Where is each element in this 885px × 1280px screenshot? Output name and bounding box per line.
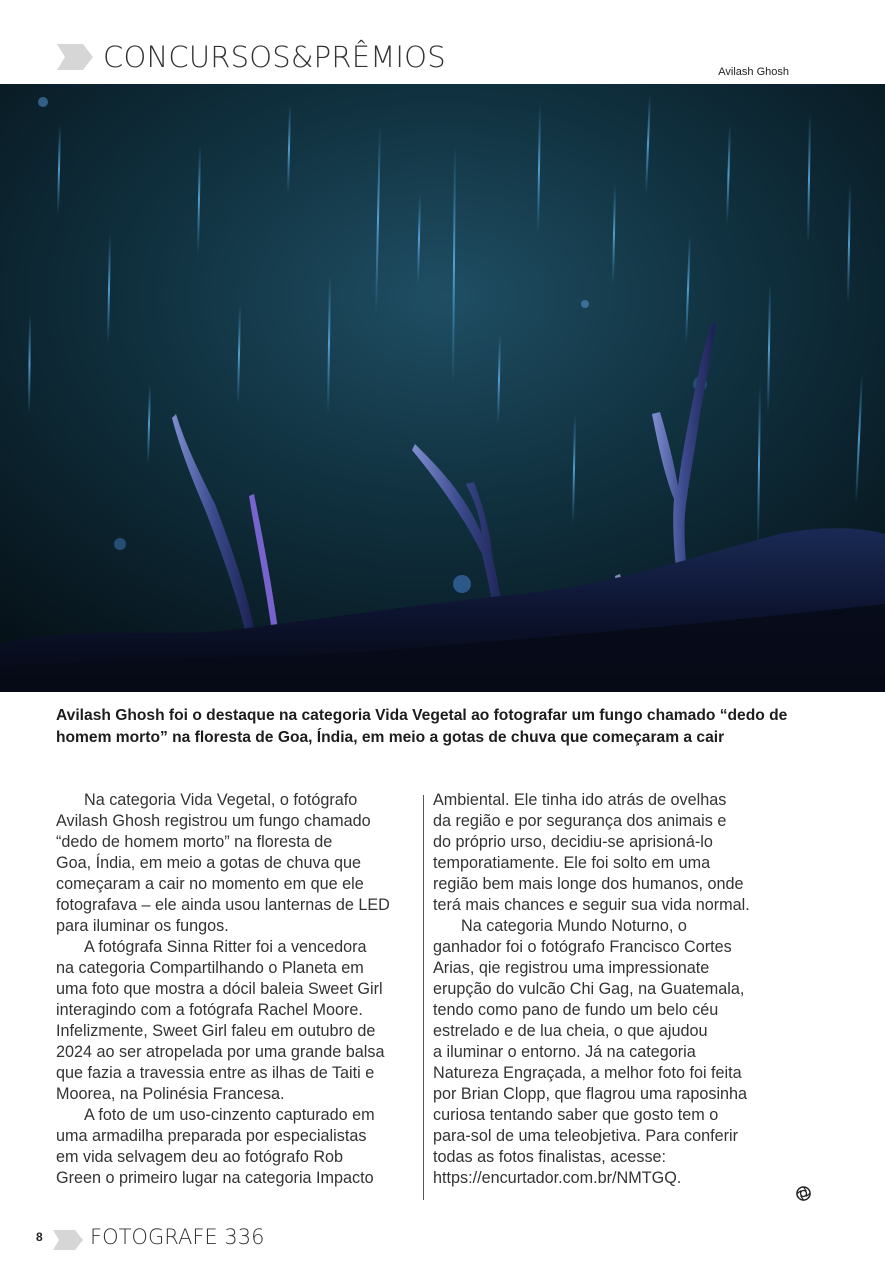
paragraph-line: Goa, Índia, em meio a gotas de chuva que bbox=[56, 854, 362, 872]
paragraph-line: todas as fotos finalistas, acesse: bbox=[433, 1148, 667, 1166]
paragraph-line: por Brian Clopp, que flagrou uma raposinha bbox=[433, 1085, 748, 1103]
magazine-name: FOTOGRAFE 336 bbox=[90, 1225, 265, 1249]
page-number: 8 bbox=[36, 1230, 43, 1244]
paragraph-line: uma foto que mostra a dócil baleia Sweet Girl bbox=[56, 980, 383, 998]
paragraph-line: Natureza Engraçada, a melhor foto foi feita bbox=[433, 1064, 742, 1082]
footer-chevron-icon bbox=[53, 1230, 83, 1250]
paragraph-line: terá mais chances e seguir sua vida normal. bbox=[433, 896, 750, 914]
paragraph-line: região bem mais longe dos humanos, onde bbox=[433, 875, 744, 893]
paragraph-line: Na categoria Mundo Noturno, o bbox=[461, 917, 687, 935]
article-left-column bbox=[56, 790, 396, 1189]
paragraph-line: “dedo de homem morto” na floresta de bbox=[56, 833, 333, 851]
paragraph-line: Infelizmente, Sweet Girl faleu em outubro de bbox=[56, 1022, 376, 1040]
article-right-column bbox=[433, 790, 778, 1189]
paragraph-line: tendo como pano de fundo um belo céu bbox=[433, 1001, 719, 1019]
paragraph-line: Na categoria Vida Vegetal, o fotógrafo bbox=[84, 791, 358, 809]
section-chevron-icon bbox=[57, 44, 93, 70]
paragraph-line: estrelado e de lua cheia, o que ajudou bbox=[433, 1022, 708, 1040]
section-title: CONCURSOS&PRÊMIOS bbox=[103, 40, 446, 74]
paragraph-line: erupção do vulcão Chi Gag, na Guatemala, bbox=[433, 980, 745, 998]
paragraph-line: A fotógrafa Sinna Ritter foi a vencedora bbox=[84, 938, 367, 956]
paragraph-line: A foto de um uso-cinzento capturado em bbox=[84, 1106, 375, 1124]
photo-caption: Avilash Ghosh foi o destaque na categoria Vida Vegetal ao fotografar um fungo chamado “dedo de homem morto” na floresta de Goa, Índia, em meio a gotas de chuva que começaram a cair bbox=[56, 707, 788, 746]
paragraph-line: temporatiamente. Ele foi solto em uma bbox=[433, 854, 711, 872]
paragraph-line: fotografava – ele ainda usou lanternas de LED bbox=[56, 896, 390, 914]
photo-credit: Avilash Ghosh bbox=[718, 66, 789, 78]
paragraph-line: na categoria Compartilhando o Planeta em bbox=[56, 959, 364, 977]
paragraph-line: Moorea, na Polinésia Francesa. bbox=[56, 1085, 285, 1103]
paragraph-line: Avilash Ghosh registrou um fungo chamado bbox=[56, 812, 371, 830]
paragraph-line: em vida selvagem deu ao fotógrafo Rob bbox=[56, 1148, 344, 1166]
paragraph-line: que fazia a travessia entre as ilhas de Taiti e bbox=[56, 1064, 375, 1082]
paragraph-line: do próprio urso, decidiu-se aprisioná-lo bbox=[433, 833, 713, 851]
paragraph-line: curiosa tentando saber que gosto tem o bbox=[433, 1106, 719, 1124]
article-photo bbox=[0, 84, 885, 692]
aperture-icon bbox=[796, 1186, 811, 1201]
paragraph-line: a iluminar o entorno. Já na categoria bbox=[433, 1043, 696, 1061]
paragraph-line: 2024 ao ser atropelada por uma grande balsa bbox=[56, 1043, 385, 1061]
paragraph-line: interagindo com a fotógrafa Rachel Moore. bbox=[56, 1001, 363, 1019]
paragraph-line: Arias, qie registrou uma impressionate bbox=[433, 959, 710, 977]
article-link[interactable]: https://encurtador.com.br/NMTGQ. bbox=[433, 1169, 682, 1187]
paragraph-line: Ambiental. Ele tinha ido atrás de ovelhas bbox=[433, 791, 727, 809]
paragraph-line: uma armadilha preparada por especialistas bbox=[56, 1127, 367, 1145]
column-divider bbox=[423, 795, 424, 1200]
paragraph-line: para-sol de uma teleobjetiva. Para conferir bbox=[433, 1127, 739, 1145]
paragraph-line: para iluminar os fungos. bbox=[56, 917, 229, 935]
paragraph-line: ganhador foi o fotógrafo Francisco Cortes bbox=[433, 938, 732, 956]
paragraph-line: começaram a cair no momento em que ele bbox=[56, 875, 364, 893]
paragraph-line: da região e por segurança dos animais e bbox=[433, 812, 727, 830]
paragraph-line: Green o primeiro lugar na categoria Impacto bbox=[56, 1169, 374, 1187]
